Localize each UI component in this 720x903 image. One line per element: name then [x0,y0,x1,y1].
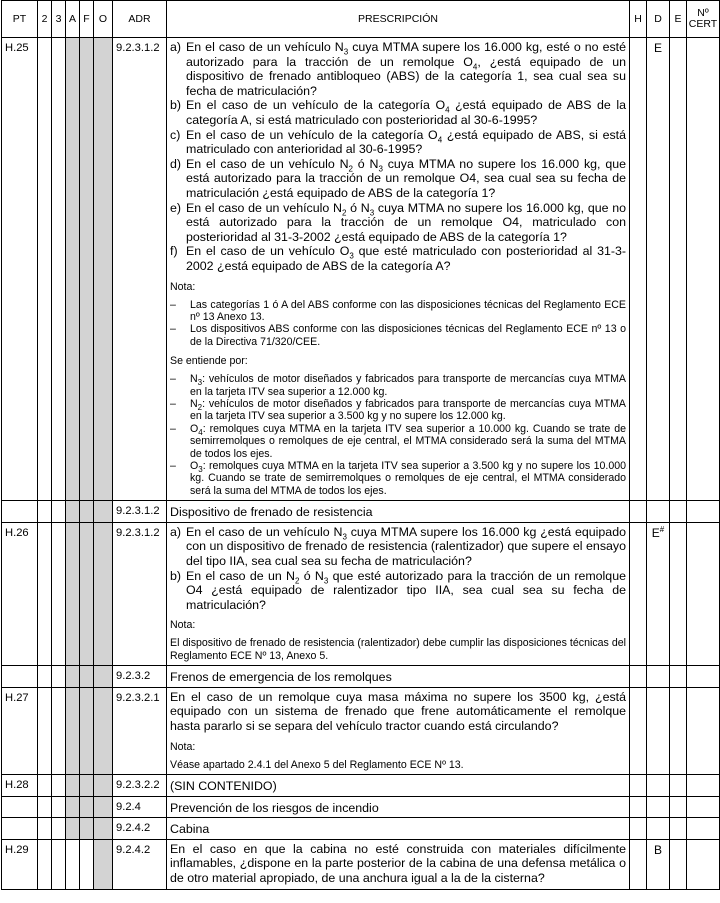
pt-cell: H.27 [2,687,38,774]
list-item: – $N_2$: vehículos de motor diseñados y fabricados para transporte de mercancías cuya MTMA en la tarjeta ITV sea superior a 3.500 kg y no supere los 12.000 kg. [170,397,626,423]
adr-cell: 9.2.3.2.2 [113,774,167,796]
header-prescripcion: PRESCRIPCIÓN [167,1,630,38]
list-item: a) En el caso de un vehículo $N_3$ cuya MTMA supere los 16.000 kg ¿está equipado con un dispositivo de frenado de resistencia (ralentizador) que supere el ensayo del tipo IIA, sea cual sea su fecha de matriculación? [170,524,626,568]
header-row [2,1,720,38]
pt-cell: H.28 [2,774,38,796]
section-row [2,818,720,840]
item-list [170,40,626,274]
header-2: 2 [38,1,52,38]
note-title: Nota: [170,619,196,632]
definitions-title: Se entiende por: [170,355,248,368]
adr-cell: 9.2.4.2 [113,818,167,840]
d-cell: B [647,839,670,889]
list-item: – Los dispositivos ABS conforme con las disposiciones técnicas del Reglamento ECE nº 13 o de la Directiva 71/320/CEE. [170,323,626,348]
header-3: 3 [52,1,66,38]
row-h25 [2,38,720,501]
section-row [2,501,720,523]
header-h: H [630,1,647,38]
section-row [2,796,720,818]
note-list [170,299,626,349]
prescription-text: (SIN CONTENIDO) [167,774,630,796]
note-text: Véase apartado 2.4.1 del Anexo 5 del Reglamento ECE Nº 13. [170,758,464,771]
prescription-text: En el caso en que la cabina no esté construida con materiales difícilmente inflamables, ¿dispone en la parte posterior de la cabina de una defensa metálica o de otro material apropiado, de una anchura igual a la de la cisterna? [170,841,626,885]
header-f: F [80,1,94,38]
section-title: Dispositivo de frenado de resistencia [167,501,630,523]
adr-cell: 9.2.3.1.2 [113,38,167,501]
section-title: Cabina [167,818,630,840]
list-item: b) En el caso de un vehículo de la categoría $O_4$ ¿está equipado de ABS de la categoría A, si está matriculado con posterioridad al 30-6-1995? [170,98,626,127]
header-cert: Nº CERT [687,1,720,38]
list-item: – $N_3$: vehículos de motor diseñados y fabricados para transporte de mercancías cuya MTMA en la tarjeta ITV sea superior a 12.000 kg. [170,373,626,398]
adr-cell: 9.2.3.1.2 [113,522,167,665]
list-item: c) En el caso de un vehículo de la categoría $O_4$ ¿está equipado de ABS, si está matriculado con anterioridad al 30-6-1995? [170,127,626,157]
list-item: a) En el caso de un vehículo $N_3$ cuya MTMA supere los 16.000 kg, esté o no esté autorizado para la tracción de un remolque $O_4$, ¿está equipado de un dispositivo de frenado antibloqueo (ABS) de la categoría 1, sea cual sea su fecha de matriculación? [170,40,627,98]
pt-cell: H.25 [2,38,38,501]
note-title: Nota: [170,280,196,293]
row-h27 [2,687,720,774]
prescription-cell [167,839,630,889]
definitions-list [170,373,626,497]
adr-cell: 9.2.4.2 [113,839,167,889]
item-list [170,525,626,613]
header-a: A [66,1,80,38]
adr-cell: 9.2.3.2.1 [113,687,167,774]
section-title: Prevención de los riesgos de incendio [167,796,630,818]
pt-cell: H.26 [2,522,38,665]
list-item: f) En el caso de un vehículo $O_3$ que esté matriculado con posterioridad al 31-3-2002 ¿está equipado de ABS de la categoría A? [170,244,626,273]
adr-cell: 9.2.3.1.2 [113,501,167,523]
row-h29 [2,839,720,889]
header-adr: ADR [113,1,167,38]
row-h28 [2,774,720,796]
adr-cell: 9.2.3.2 [113,666,167,688]
d-cell: E [647,38,670,501]
pt-cell: H.29 [2,839,38,889]
prescription-text: En el caso de un remolque cuya masa máxima no supere los 3500 kg, ¿está equipado con un sistema de frenado que frene automáticamente el remolque hasta pararlo si se separa del vehículo tractor cuando está circulando? [170,689,626,733]
prescription-cell [167,687,630,774]
header-pt: PT [2,1,38,38]
section-row [2,666,720,688]
header-o: O [94,1,113,38]
section-title: Frenos de emergencia de los remolques [167,666,630,688]
header-d: D [647,1,670,38]
prescription-cell [167,522,630,665]
header-e: E [670,1,687,38]
list-item: d) En el caso de un vehículo $N_2$ ó $N_3$ cuya MTMA no supere los 16.000 kg, que está autorizado para la tracción de un remolque O4, sea cual sea su fecha de matriculación ¿está equipado de ABS de la categoría 1? [170,156,626,200]
inspection-table [1,0,720,890]
list-item: – Las categorías 1 ó A del ABS conforme con las disposiciones técnicas del Reglamento ECE nº 13 Anexo 13. [170,298,626,323]
d-cell: E# [647,522,670,665]
list-item: – $O_4$: remolques cuya MTMA en la tarjeta ITV sea superior a 10.000 kg. Cuando se trate de semirremolques o remolques de eje central, el MTMA considerado será la suma del MTMA de todos los ejes. [170,422,626,460]
prescription-cell [167,38,630,501]
adr-cell: 9.2.4 [113,796,167,818]
row-h26 [2,522,720,665]
list-item: b) En el caso de un $N_2$ ó $N_3$ que esté autorizado para la tracción de un remolque O4 ¿está equipado de ralentizador tipo IIA, sea cual sea su fecha de matriculación? [170,568,626,612]
list-item: e) En el caso de un vehículo $N_2$ ó $N_3$ cuya MTMA no supere los 16.000 kg, que no está autorizado para la tracción de un remolque O4, matriculado con posterioridad al 31-3-2002 ¿está equipado de ABS de la categoría 1? [170,200,626,244]
list-item: – $O_3$: remolques cuya MTMA en la tarjeta ITV sea superior a 3.500 kg y no supere los 10.000 kg. Cuando se trate de semirremolques o remolques de eje central, el MTMA considerado será la suma del MTMA de todos los ejes. [170,459,626,497]
note-text: El dispositivo de frenado de resistencia (ralentizador) debe cumplir las disposiciones técnicas del Reglamento ECE Nº 13, Anexo 5. [170,637,626,662]
note-title: Nota: [170,740,196,753]
